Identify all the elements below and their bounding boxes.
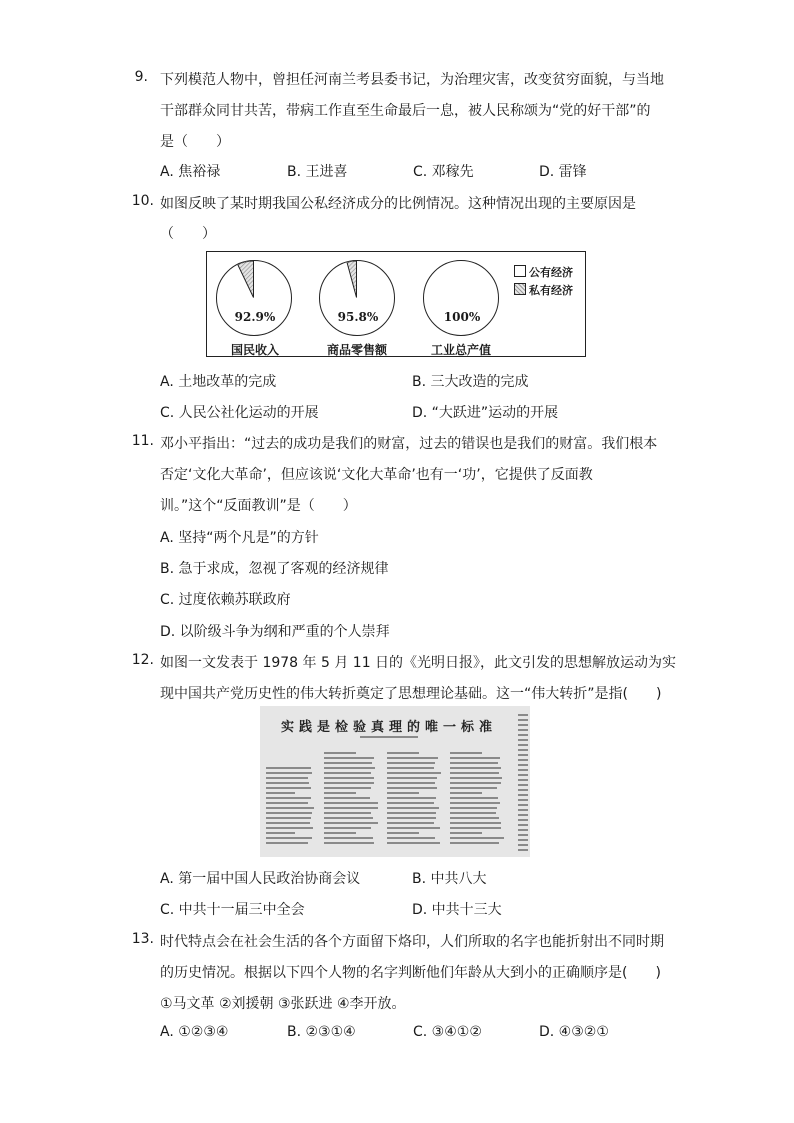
pie-caption: 国民收入 (230, 343, 279, 357)
question-text-line: 否定‘文化大革命’，但应该说‘文化大革命’也有一‘功’，它提供了反面教 (160, 467, 593, 483)
newspaper-text-line (324, 832, 356, 834)
newspaper-image (260, 706, 530, 857)
option-d[interactable]: D. 以阶级斗争为纲和严重的个人崇拜 (160, 624, 390, 640)
pie-chart-figure (206, 251, 586, 357)
newspaper-text-line (518, 824, 528, 826)
newspaper-text-line (324, 752, 356, 754)
newspaper-text-line (387, 792, 419, 794)
pie-value-label: 100% (443, 310, 481, 324)
newspaper-text-line (450, 812, 496, 814)
newspaper-text-line (518, 754, 528, 756)
newspaper-text-line (324, 792, 356, 794)
newspaper-text-line (518, 804, 528, 806)
newspaper-text-line (518, 749, 528, 751)
question-number: 13. (131, 931, 154, 947)
newspaper-text-line (266, 812, 312, 814)
newspaper-text-line (266, 832, 295, 834)
newspaper-text-line (450, 787, 497, 789)
newspaper-text-line (266, 807, 314, 809)
newspaper-text-line (450, 772, 499, 774)
newspaper-text-line (266, 772, 312, 774)
option-a[interactable]: A. 坚持“两个凡是”的方针 (160, 530, 319, 546)
newspaper-text-line (518, 784, 528, 786)
question-number: 9. (134, 69, 148, 85)
option-a[interactable]: A. 焦裕禄 (160, 164, 221, 180)
newspaper-text-line (518, 779, 528, 781)
legend-swatch-public (514, 265, 526, 277)
newspaper-text-line (324, 782, 374, 784)
newspaper-text-line (450, 792, 482, 794)
newspaper-text-line (266, 837, 312, 839)
newspaper-text-line (450, 817, 499, 819)
option-b[interactable]: B. 急于求成，忽视了客观的经济规律 (160, 561, 389, 577)
question-text-line: 邓小平指出：“过去的成功是我们的财富，过去的错误也是我们的财富。我们根本 (160, 436, 658, 452)
newspaper-text-line (266, 797, 311, 799)
newspaper-text-line (266, 767, 311, 769)
legend-label: 私有经济 (529, 284, 573, 297)
option-a[interactable]: A. 第一届中国人民政治协商会议 (160, 871, 361, 887)
newspaper-text-line (266, 782, 309, 784)
newspaper-text-line (450, 762, 498, 764)
newspaper-text-line (450, 757, 500, 759)
newspaper-text-line (266, 792, 295, 794)
newspaper-text-line (518, 844, 528, 846)
newspaper-text-line (266, 817, 311, 819)
newspaper-text-line (387, 757, 438, 759)
newspaper-text-line (518, 764, 528, 766)
question-number: 10. (131, 193, 154, 209)
newspaper-text-line (324, 757, 374, 759)
newspaper-text-line (324, 837, 373, 839)
newspaper-text-line (450, 767, 501, 769)
newspaper-text-line (266, 777, 308, 779)
newspaper-text-line (266, 802, 308, 804)
newspaper-text-line (450, 802, 500, 804)
newspaper-text-line (324, 762, 372, 764)
option-c[interactable]: C. 邓稼先 (413, 164, 474, 180)
question-text-line: 下列模范人物中，曾担任河南兰考县委书记，为治理灾害，改变贫穷面貌，与当地 (160, 72, 664, 88)
option-d[interactable]: D. 中共十三大 (412, 902, 502, 918)
newspaper-text-line (387, 782, 435, 784)
option-c[interactable]: C. 人民公社化运动的开展 (160, 405, 319, 421)
newspaper-text-line (387, 807, 439, 809)
newspaper-text-line (266, 827, 313, 829)
newspaper-text-line (518, 839, 528, 841)
newspaper-text-line (324, 807, 378, 809)
newspaper-text-line (450, 822, 501, 824)
option-c[interactable]: C. 中共十一届三中全会 (160, 902, 305, 918)
newspaper-byline (360, 736, 418, 738)
pie-national-income (216, 260, 292, 336)
newspaper-text-line (324, 822, 378, 824)
question-text-line: 现中国共产党历史性的伟大转折奠定了思想理论基础。这一“伟大转折”是指( ) (160, 686, 662, 702)
newspaper-text-line (450, 797, 498, 799)
newspaper-text-line (450, 827, 501, 829)
newspaper-text-line (387, 762, 435, 764)
option-b[interactable]: B. ②③①④ (287, 1024, 356, 1040)
newspaper-text-line (450, 777, 502, 779)
question-number: 11. (131, 433, 154, 449)
newspaper-text-line (518, 774, 528, 776)
question-text-line: 如图反映了某时期我国公私经济成分的比例情况。这种情况出现的主要原因是 (160, 196, 636, 212)
newspaper-text-line (387, 797, 436, 799)
question-text-line: 的历史情况。根据以下四个人物的名字判断他们年龄从大到小的正确顺序是( ) (160, 965, 661, 981)
newspaper-text-line (387, 832, 419, 834)
question-number: 12. (131, 652, 154, 668)
pie-caption: 工业总产值 (430, 343, 491, 357)
newspaper-text-line (387, 842, 440, 844)
pie-value-label: 95.8% (337, 310, 379, 324)
newspaper-text-line (450, 842, 499, 844)
option-d[interactable]: D. ④③②① (539, 1024, 609, 1040)
newspaper-text-line (518, 799, 528, 801)
newspaper-text-line (518, 819, 528, 821)
pie-industrial-output (423, 260, 499, 336)
option-b[interactable]: B. 中共八大 (412, 871, 487, 887)
pie-slice-private (347, 261, 357, 298)
newspaper-text-line (324, 817, 373, 819)
option-c[interactable]: C. ③④①② (413, 1024, 482, 1040)
newspaper-text-line (324, 802, 378, 804)
newspaper-text-line (324, 787, 371, 789)
question-text-line: 干部群众同甘共苦，带病工作直至生命最后一息，被人民称颂为“党的好干部”的 (160, 103, 651, 119)
newspaper-text-line (387, 752, 419, 754)
question-text-line: 训。”这个“反面教训”是（ ） (160, 498, 357, 514)
newspaper-text-line (387, 802, 434, 804)
option-d[interactable]: D. “大跃进”运动的开展 (412, 405, 559, 421)
newspaper-text-line (518, 724, 528, 726)
newspaper-text-line (324, 772, 371, 774)
legend-swatch-private (514, 283, 526, 295)
newspaper-text-line (518, 834, 528, 836)
legend-public (514, 264, 573, 280)
pie-slice-private (238, 261, 254, 298)
newspaper-text-line (387, 767, 434, 769)
newspaper-text-line (387, 817, 436, 819)
newspaper-text-line (518, 769, 528, 771)
legend-private (514, 282, 573, 298)
newspaper-text-line (518, 739, 528, 741)
newspaper-headline: 实践是检验真理的唯一标准 (280, 720, 497, 735)
newspaper-text-line (387, 827, 440, 829)
newspaper-text-line (387, 837, 435, 839)
question-text-line: 如图一文发表于 1978 年 5 月 11 日的《光明日报》，此文引发的思想解放运动为实 (160, 655, 677, 671)
option-c[interactable]: C. 过度依赖苏联政府 (160, 592, 291, 608)
newspaper-text-line (518, 719, 528, 721)
newspaper-text-line (450, 782, 501, 784)
newspaper-text-line (450, 752, 482, 754)
newspaper-text-line (387, 777, 437, 779)
newspaper-text-line (324, 767, 375, 769)
newspaper-text-line (387, 822, 434, 824)
newspaper-text-line (518, 734, 528, 736)
question-text-line: （ ） (160, 226, 216, 242)
option-a[interactable]: A. ①②③④ (160, 1024, 229, 1040)
newspaper-text-line (518, 814, 528, 816)
newspaper-text-line (518, 759, 528, 761)
newspaper-text-line (518, 714, 528, 716)
newspaper-text-line (518, 789, 528, 791)
newspaper-text-line (387, 787, 437, 789)
option-d[interactable]: D. 雷锋 (539, 164, 587, 180)
pie-retail-sales (319, 260, 395, 336)
legend-label: 公有经济 (529, 266, 573, 279)
option-a[interactable]: A. 土地改革的完成 (160, 374, 277, 390)
newspaper-text-line (324, 797, 370, 799)
pie-caption: 商品零售额 (326, 343, 387, 357)
option-b[interactable]: B. 三大改造的完成 (412, 374, 529, 390)
question-text-line: 时代特点会在社会生活的各个方面留下烙印，人们所取的名字也能折射出不同时期 (160, 934, 664, 950)
newspaper-text-line (518, 809, 528, 811)
newspaper-text-line (450, 807, 497, 809)
newspaper-text-line (266, 842, 308, 844)
newspaper-text-line (387, 812, 436, 814)
newspaper-text-line (518, 744, 528, 746)
newspaper-text-line (518, 794, 528, 796)
option-b[interactable]: B. 王进喜 (287, 164, 348, 180)
newspaper-text-line (518, 829, 528, 831)
newspaper-text-line (324, 812, 371, 814)
newspaper-text-line (266, 787, 311, 789)
pie-value-label: 92.9% (234, 310, 276, 324)
newspaper-text-line (266, 822, 310, 824)
newspaper-text-line (450, 837, 504, 839)
question-text-line: 是（ ） (160, 134, 230, 150)
question-text-line: ①马文革 ②刘援朝 ③张跃进 ④李开放。 (160, 996, 406, 1012)
newspaper-text-line (450, 832, 482, 834)
newspaper-text-line (518, 849, 528, 851)
newspaper-text-line (324, 777, 374, 779)
newspaper-text-line (387, 772, 441, 774)
newspaper-text-line (518, 729, 528, 731)
newspaper-text-line (324, 842, 374, 844)
newspaper-text-line (324, 827, 371, 829)
